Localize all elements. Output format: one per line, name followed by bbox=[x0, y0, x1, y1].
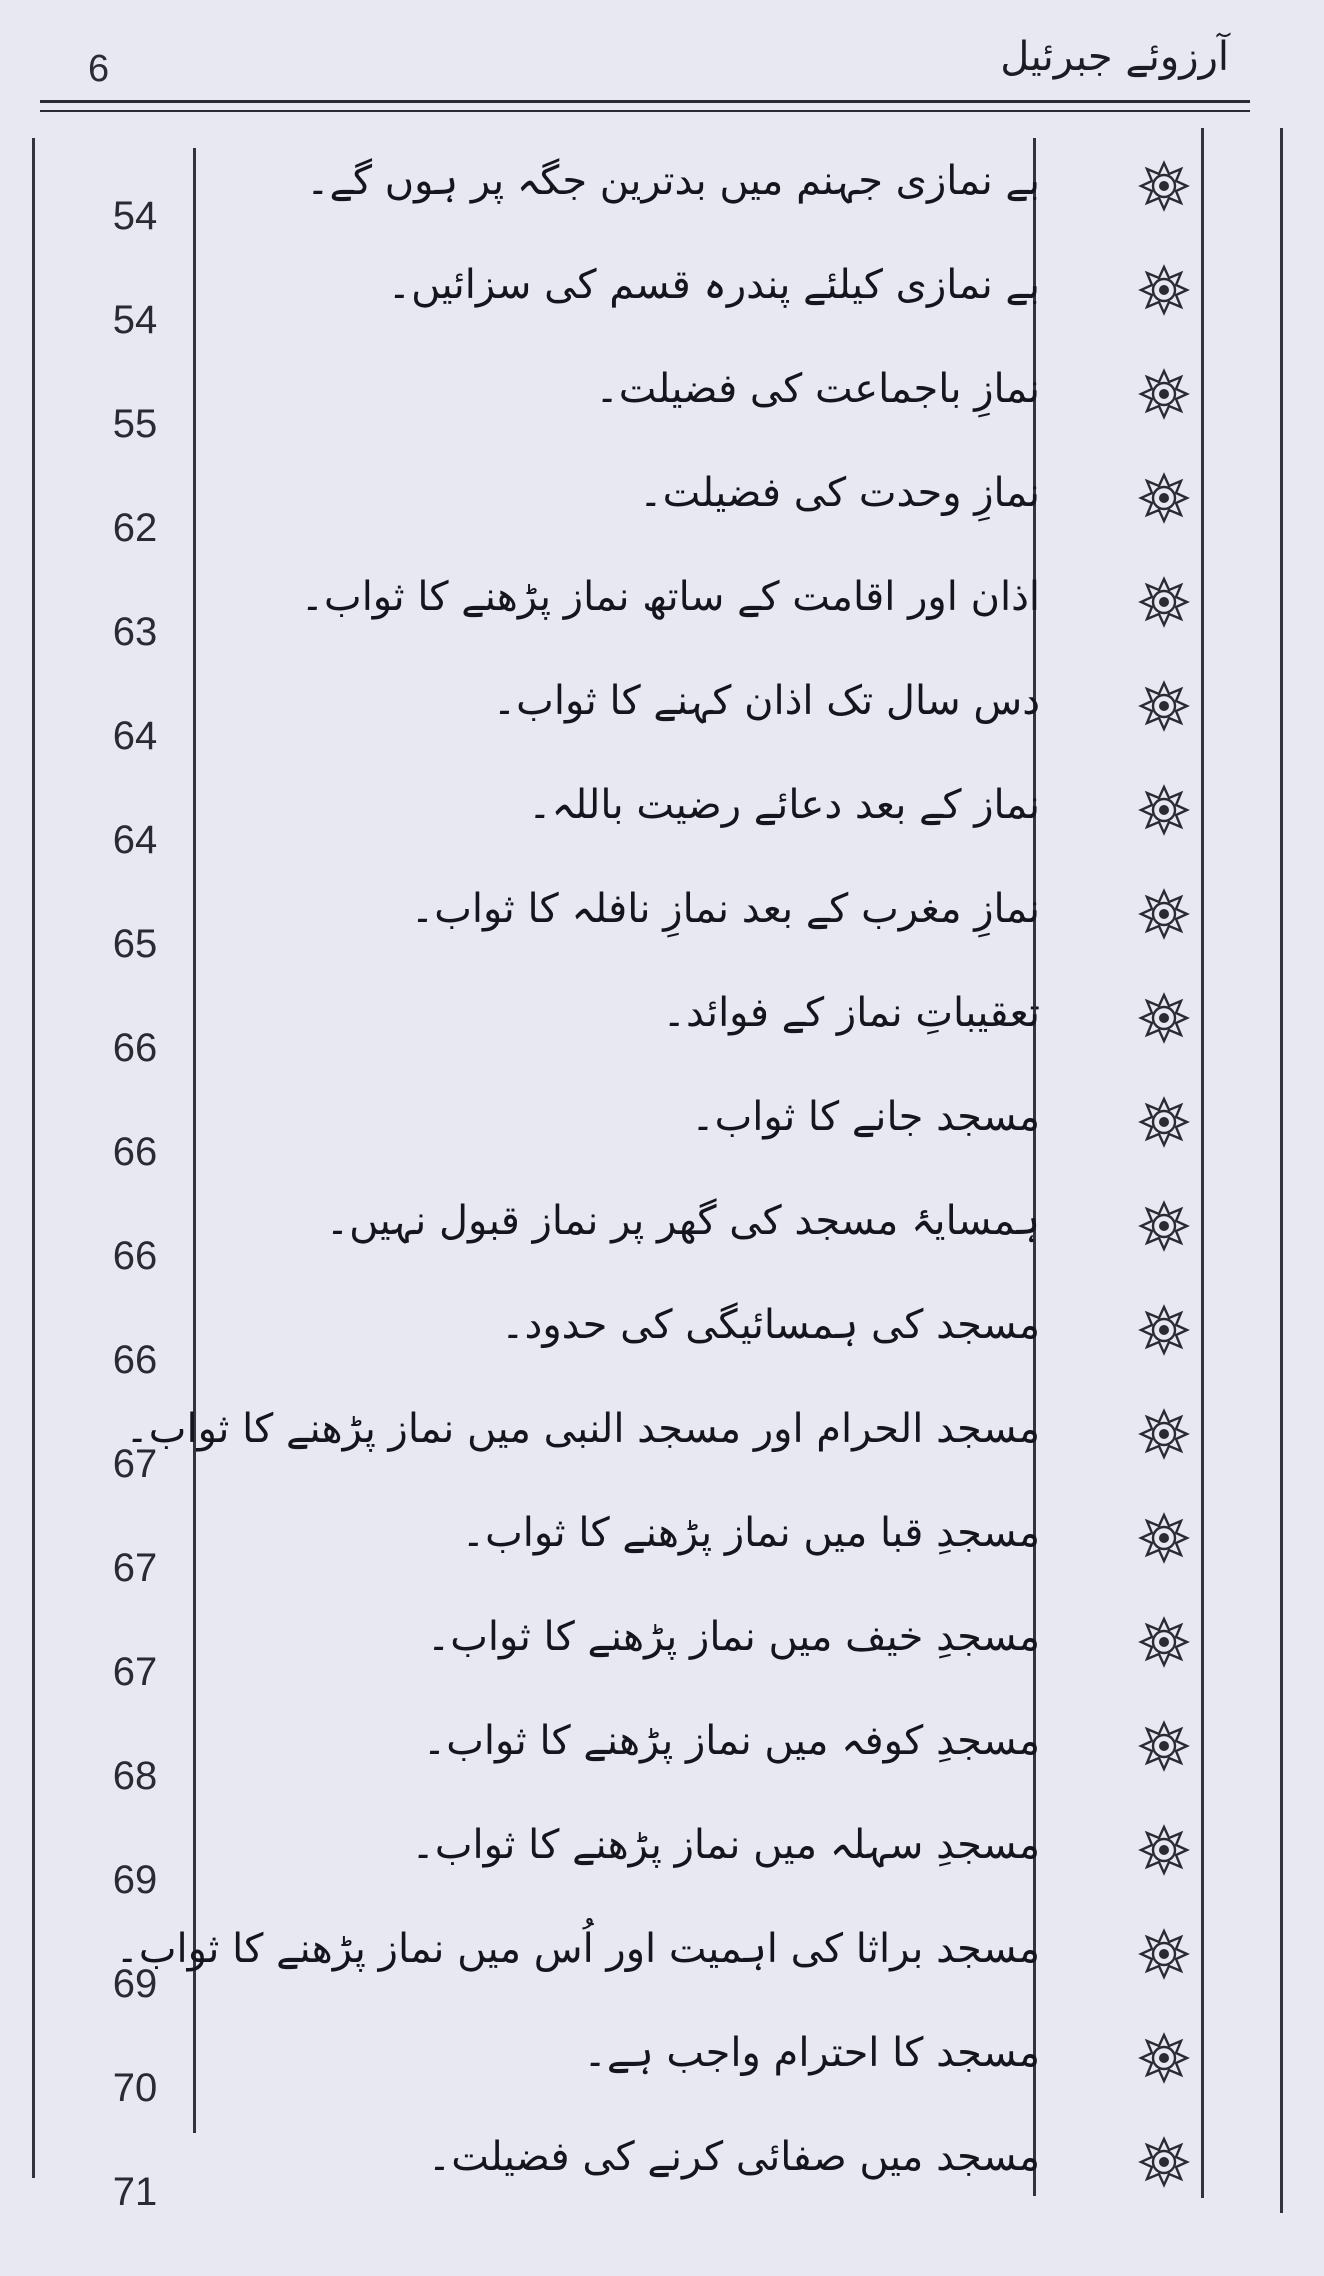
toc-row bbox=[40, 868, 1260, 968]
page-number: 6 bbox=[88, 48, 110, 90]
toc-page-number: 54 bbox=[112, 194, 158, 238]
toc-entry-title: مسجد جانے کا ثواب۔ bbox=[691, 1094, 1040, 1140]
toc-row bbox=[40, 1180, 1260, 1280]
toc-page-number: 62 bbox=[112, 506, 158, 550]
toc-row bbox=[40, 972, 1260, 1072]
toc-row bbox=[40, 1492, 1260, 1592]
toc-row bbox=[40, 1284, 1260, 1384]
toc-row bbox=[40, 764, 1260, 864]
rosette-icon bbox=[1138, 1512, 1190, 1564]
toc-page-number: 70 bbox=[112, 2066, 158, 2110]
toc-page-number: 68 bbox=[112, 1754, 158, 1798]
toc-page-number: 66 bbox=[112, 1026, 158, 1070]
toc-entry-title: مسجد الحرام اور مسجد النبی میں نماز پڑھنے کا ثواب۔ bbox=[125, 1406, 1040, 1452]
toc-entry-title: دس سال تک اذان کہنے کا ثواب۔ bbox=[492, 678, 1040, 724]
toc-page-number: 64 bbox=[112, 818, 158, 862]
toc-entry-title: مسجد کا احترام واجب ہے۔ bbox=[583, 2030, 1040, 2076]
rosette-icon bbox=[1138, 888, 1190, 940]
rosette-icon bbox=[1138, 1096, 1190, 1148]
toc-row bbox=[40, 556, 1260, 656]
toc-entry-title: نماز کے بعد دعائے رضیت باللہ۔ bbox=[528, 782, 1040, 828]
toc-entry-title: مسجد میں صفائی کرنے کی فضیلت۔ bbox=[427, 2134, 1040, 2180]
rosette-icon bbox=[1138, 1616, 1190, 1668]
header-rule-thin bbox=[40, 110, 1250, 112]
toc-entry-title: نمازِ مغرب کے بعد نمازِ نافلہ کا ثواب۔ bbox=[410, 886, 1040, 932]
rosette-icon bbox=[1138, 680, 1190, 732]
header-rule bbox=[40, 100, 1250, 103]
toc-row bbox=[40, 1388, 1260, 1488]
toc-entry-title: مسجدِ کوفہ میں نماز پڑھنے کا ثواب۔ bbox=[422, 1718, 1040, 1764]
rosette-icon bbox=[1138, 1928, 1190, 1980]
toc-entry-title: مسجدِ خیف میں نماز پڑھنے کا ثواب۔ bbox=[426, 1614, 1040, 1660]
toc-entry-title: تعقیباتِ نماز کے فوائد۔ bbox=[662, 990, 1040, 1036]
toc-row bbox=[40, 1700, 1260, 1800]
table-border-left bbox=[32, 138, 35, 2178]
toc-row bbox=[40, 140, 1260, 240]
toc-entry-title: مسجدِ قبا میں نماز پڑھنے کا ثواب۔ bbox=[461, 1510, 1040, 1556]
toc-entry-title: اذان اور اقامت کے ساتھ نماز پڑھنے کا ثواب۔ bbox=[300, 574, 1040, 620]
toc-page-number: 67 bbox=[112, 1546, 158, 1590]
rosette-icon bbox=[1138, 368, 1190, 420]
toc-entry-title: مسجد کی ہمسائیگی کی حدود۔ bbox=[501, 1302, 1040, 1348]
toc-page-number: 63 bbox=[112, 610, 158, 654]
rosette-icon bbox=[1138, 1720, 1190, 1772]
toc-page-number: 65 bbox=[112, 922, 158, 966]
toc-page-number: 64 bbox=[112, 714, 158, 758]
rosette-icon bbox=[1138, 1304, 1190, 1356]
toc-entry-title: نمازِ باجماعت کی فضیلت۔ bbox=[595, 366, 1040, 412]
rosette-icon bbox=[1138, 2136, 1190, 2188]
rosette-icon bbox=[1138, 1408, 1190, 1460]
toc-row bbox=[40, 660, 1260, 760]
toc-row bbox=[40, 348, 1260, 448]
toc-row bbox=[40, 2012, 1260, 2112]
toc-row bbox=[40, 1908, 1260, 2008]
toc-row bbox=[40, 452, 1260, 552]
rosette-icon bbox=[1138, 264, 1190, 316]
toc-page-number: 54 bbox=[112, 298, 158, 342]
toc-page-number: 55 bbox=[112, 402, 158, 446]
rosette-icon bbox=[1138, 160, 1190, 212]
toc-row bbox=[40, 1076, 1260, 1176]
toc-page-number: 66 bbox=[112, 1234, 158, 1278]
toc-row bbox=[40, 244, 1260, 344]
toc-row bbox=[40, 1804, 1260, 1904]
toc-page-number: 69 bbox=[112, 1858, 158, 1902]
toc-page-number: 67 bbox=[112, 1442, 158, 1486]
toc-entry-title: بے نمازی جہنم میں بدترین جگہ پر ہوں گے۔ bbox=[306, 158, 1040, 204]
toc-page-number: 66 bbox=[112, 1338, 158, 1382]
rosette-icon bbox=[1138, 784, 1190, 836]
rosette-icon bbox=[1138, 1824, 1190, 1876]
rosette-icon bbox=[1138, 472, 1190, 524]
rosette-icon bbox=[1138, 2032, 1190, 2084]
toc-entry-title: ہمسایۂ مسجد کی گھر پر نماز قبول نہیں۔ bbox=[325, 1198, 1040, 1244]
toc-row bbox=[40, 2116, 1260, 2216]
rosette-icon bbox=[1138, 576, 1190, 628]
toc-entry-title: بے نمازی کیلئے پندرہ قسم کی سزائیں۔ bbox=[387, 262, 1040, 308]
toc-entry-title: مسجدِ سہلہ میں نماز پڑھنے کا ثواب۔ bbox=[411, 1822, 1040, 1868]
toc-row bbox=[40, 1596, 1260, 1696]
table-border-right-outer bbox=[1280, 128, 1283, 2213]
toc-page-number: 66 bbox=[112, 1130, 158, 1174]
rosette-icon bbox=[1138, 1200, 1190, 1252]
toc-page-number: 71 bbox=[112, 2170, 158, 2214]
rosette-icon bbox=[1138, 992, 1190, 1044]
toc-entry-title: مسجد براثا کی اہمیت اور اُس میں نماز پڑھنے کا ثواب۔ bbox=[115, 1926, 1040, 1972]
running-title: آرزوئے جبرئیل bbox=[1000, 34, 1229, 80]
toc-page-number: 69 bbox=[112, 1962, 158, 2006]
toc-entry-title: نمازِ وحدت کی فضیلت۔ bbox=[639, 470, 1040, 516]
toc-page-number: 67 bbox=[112, 1650, 158, 1694]
